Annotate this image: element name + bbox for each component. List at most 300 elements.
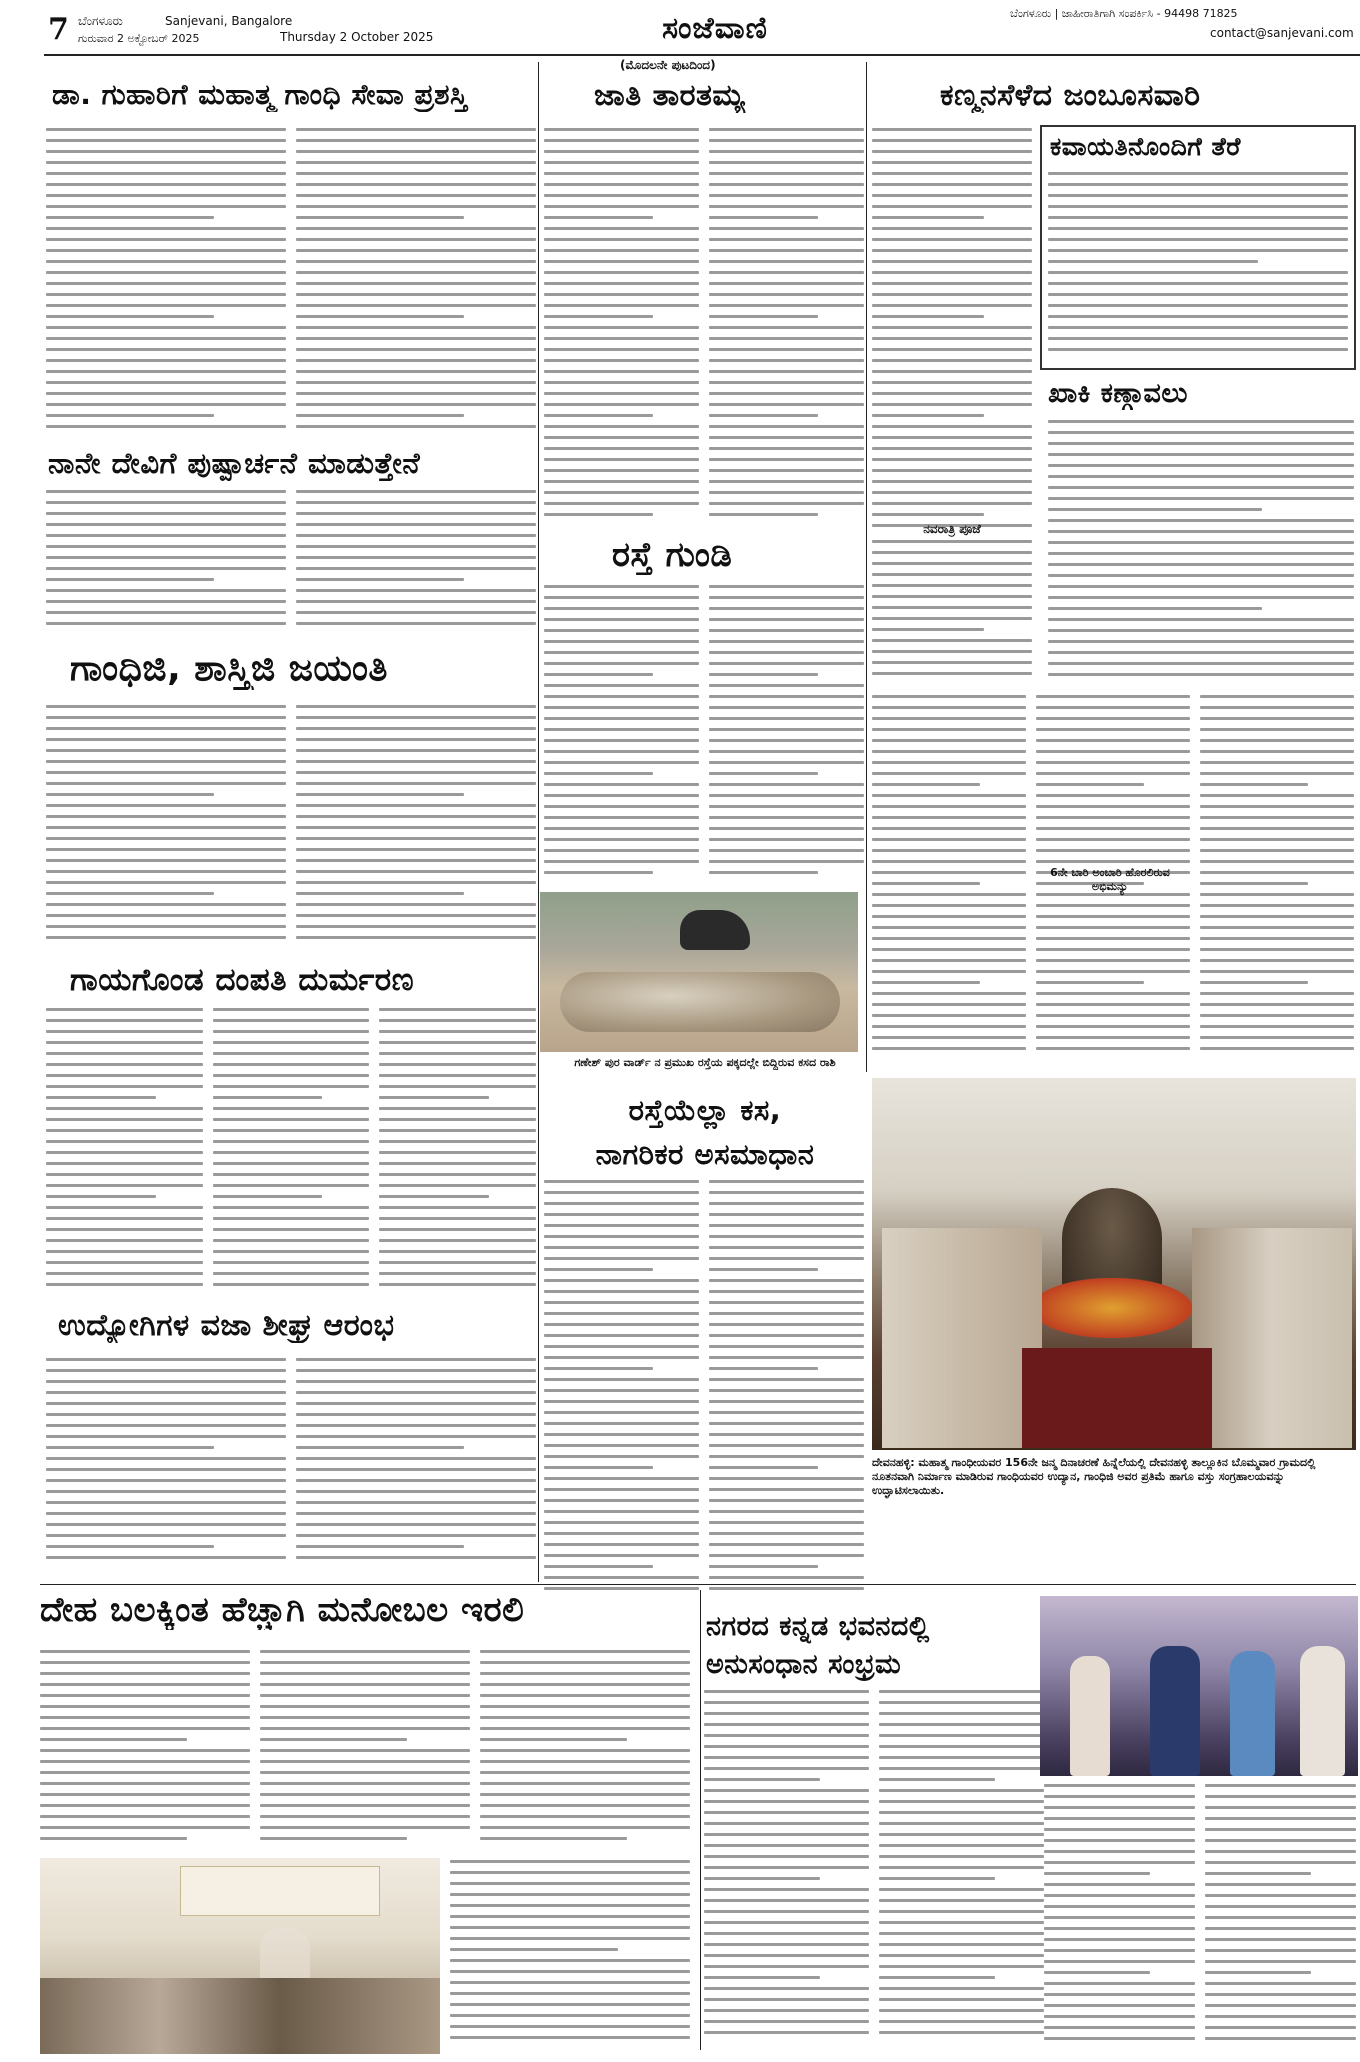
text-line bbox=[704, 2020, 869, 2023]
text-line bbox=[1200, 750, 1354, 753]
text-line bbox=[704, 1789, 869, 1792]
text-line bbox=[544, 1257, 699, 1260]
text-line bbox=[1044, 2004, 1195, 2007]
text-line bbox=[450, 2025, 690, 2028]
subhead-police: 6ನೇ ಬಾರಿ ಅಂಬಾರಿ ಹೊರಲಿರುವ ಅಭಿಮನ್ಯು bbox=[1050, 866, 1170, 893]
text-line bbox=[46, 848, 286, 851]
text-line bbox=[46, 1283, 203, 1286]
text-line bbox=[1044, 1795, 1195, 1798]
text-line bbox=[1200, 1025, 1354, 1028]
text-line bbox=[872, 805, 1026, 808]
text-line bbox=[872, 271, 1032, 274]
text-line bbox=[1200, 1036, 1354, 1039]
text-line bbox=[709, 1246, 864, 1249]
text-line bbox=[296, 381, 536, 384]
text-line bbox=[709, 227, 864, 230]
text-line bbox=[709, 1257, 864, 1260]
text-line bbox=[709, 1389, 864, 1392]
text-line bbox=[296, 414, 464, 417]
text-line bbox=[709, 1268, 818, 1271]
text-line bbox=[1200, 838, 1354, 841]
text-line bbox=[872, 926, 1026, 929]
text-line bbox=[296, 859, 536, 862]
text-line bbox=[544, 304, 699, 307]
text-line bbox=[544, 1477, 699, 1480]
text-line bbox=[296, 172, 536, 175]
text-line bbox=[872, 706, 1026, 709]
text-line bbox=[872, 1003, 1026, 1006]
text-line bbox=[1036, 937, 1190, 940]
text-line bbox=[1205, 1883, 1356, 1886]
text-line bbox=[872, 540, 1032, 543]
text-line bbox=[879, 1954, 1044, 1957]
text-line bbox=[40, 1650, 250, 1653]
text-line bbox=[709, 271, 864, 274]
text-line bbox=[213, 1173, 370, 1176]
text-line bbox=[544, 172, 699, 175]
text-line bbox=[46, 600, 286, 603]
text-line bbox=[1048, 541, 1354, 544]
text-line bbox=[1048, 497, 1354, 500]
text-line bbox=[1205, 2037, 1356, 2040]
text-line bbox=[450, 1992, 690, 1995]
masthead-city: ಬೆಂಗಳೂರು bbox=[78, 14, 123, 28]
text-line bbox=[46, 534, 286, 537]
text-line bbox=[872, 161, 1032, 164]
text-line bbox=[1044, 1971, 1150, 1974]
text-line bbox=[544, 794, 699, 797]
text-line bbox=[544, 282, 699, 285]
text-line bbox=[709, 161, 864, 164]
row-rule-bottom bbox=[40, 1584, 1356, 1585]
text-line bbox=[544, 1312, 699, 1315]
text-line bbox=[1048, 293, 1348, 296]
text-line bbox=[709, 128, 864, 131]
text-line bbox=[709, 491, 864, 494]
text-line bbox=[46, 1556, 286, 1559]
text-line bbox=[40, 1716, 250, 1719]
text-line bbox=[1048, 629, 1354, 632]
text-line bbox=[40, 1705, 250, 1708]
text-line bbox=[1048, 260, 1258, 263]
text-line bbox=[872, 761, 1026, 764]
text-line bbox=[709, 1587, 864, 1590]
text-line bbox=[709, 662, 864, 665]
text-line bbox=[296, 567, 536, 570]
text-line bbox=[704, 1932, 869, 1935]
article-deha-body-side bbox=[450, 1860, 690, 2050]
text-line bbox=[1048, 348, 1348, 351]
text-line bbox=[46, 815, 286, 818]
text-line bbox=[1048, 249, 1348, 252]
text-line bbox=[704, 1899, 869, 1902]
text-line bbox=[709, 436, 864, 439]
text-line bbox=[40, 1683, 250, 1686]
text-line bbox=[872, 370, 1032, 373]
text-line bbox=[480, 1837, 627, 1840]
text-line bbox=[480, 1650, 690, 1653]
text-line bbox=[379, 1261, 536, 1264]
text-line bbox=[213, 1228, 370, 1231]
text-line bbox=[480, 1782, 690, 1785]
headline-udyogigala: ಉದ್ಯೋಗಿಗಳ ವಜಾ ಶೀಘ್ರ ಆರಂಭ bbox=[58, 1308, 395, 1343]
text-line bbox=[1205, 1938, 1356, 1941]
text-line bbox=[46, 859, 286, 862]
article-rasteyella-body bbox=[544, 1180, 864, 1600]
text-line bbox=[709, 447, 864, 450]
text-line bbox=[872, 893, 1026, 896]
text-line bbox=[46, 1217, 203, 1220]
text-line bbox=[709, 293, 864, 296]
text-line bbox=[709, 750, 864, 753]
text-line bbox=[1200, 761, 1354, 764]
text-line bbox=[46, 381, 286, 384]
text-line bbox=[379, 1019, 536, 1022]
text-line bbox=[46, 567, 286, 570]
text-line bbox=[213, 1184, 370, 1187]
text-line bbox=[872, 348, 1032, 351]
text-line bbox=[379, 1030, 536, 1033]
text-line bbox=[260, 1727, 470, 1730]
text-line bbox=[46, 1118, 203, 1121]
text-line bbox=[1048, 618, 1354, 621]
text-line bbox=[296, 293, 536, 296]
garbage-caption: ಗಣೇಶ್ ಪುರ ವಾರ್ಡ್ ನ ಪ್ರಮುಖ ರಸ್ತೆಯ ಪಕ್ಕದಲ್ಲೇ ಬಿದ್ದಿರುವ ಕಸದ ರಾಶಿ bbox=[574, 1056, 836, 1069]
text-line bbox=[544, 183, 699, 186]
text-line bbox=[1205, 1817, 1356, 1820]
text-line bbox=[1044, 1960, 1195, 1963]
text-line bbox=[1048, 508, 1262, 511]
text-line bbox=[1200, 783, 1308, 786]
text-line bbox=[544, 805, 699, 808]
text-line bbox=[1200, 860, 1354, 863]
text-line bbox=[213, 1129, 370, 1132]
text-line bbox=[544, 491, 699, 494]
text-line bbox=[1048, 326, 1348, 329]
text-line bbox=[480, 1826, 690, 1829]
text-line bbox=[260, 1749, 470, 1752]
text-line bbox=[709, 816, 864, 819]
text-line bbox=[704, 1778, 820, 1781]
text-line bbox=[1048, 486, 1354, 489]
text-line bbox=[544, 684, 699, 687]
text-line bbox=[450, 1871, 690, 1874]
text-line bbox=[1200, 794, 1354, 797]
text-line bbox=[544, 1389, 699, 1392]
text-line bbox=[872, 315, 984, 318]
text-line bbox=[872, 1025, 1026, 1028]
garbage-photo bbox=[540, 892, 858, 1052]
text-line bbox=[1044, 1905, 1195, 1908]
felicitation-photo bbox=[1040, 1596, 1358, 1776]
text-line bbox=[480, 1694, 690, 1697]
text-line bbox=[1044, 1828, 1195, 1831]
text-line bbox=[1036, 750, 1190, 753]
text-line bbox=[1200, 728, 1354, 731]
person-2 bbox=[1150, 1646, 1200, 1776]
text-line bbox=[872, 326, 1032, 329]
text-line bbox=[704, 1866, 869, 1869]
text-line bbox=[872, 491, 1032, 494]
text-line bbox=[46, 425, 286, 428]
text-line bbox=[544, 1411, 699, 1414]
text-line bbox=[296, 304, 536, 307]
text-line bbox=[544, 1301, 699, 1304]
text-line bbox=[872, 304, 1032, 307]
text-line bbox=[872, 661, 1032, 664]
text-line bbox=[296, 512, 536, 515]
text-line bbox=[46, 249, 286, 252]
text-line bbox=[1200, 959, 1354, 962]
text-line bbox=[450, 1948, 618, 1951]
text-line bbox=[709, 651, 864, 654]
text-line bbox=[213, 1162, 370, 1165]
text-line bbox=[872, 359, 1032, 362]
text-line bbox=[46, 903, 286, 906]
text-line bbox=[46, 1173, 203, 1176]
continuation-note: (ಮೊದಲನೇ ಪುಟದಿಂದ) bbox=[620, 58, 716, 72]
text-line bbox=[709, 1213, 864, 1216]
text-line bbox=[709, 1224, 864, 1227]
text-line bbox=[709, 359, 864, 362]
text-line bbox=[872, 282, 1032, 285]
text-line bbox=[296, 870, 536, 873]
text-line bbox=[709, 425, 864, 428]
text-line bbox=[296, 1556, 536, 1559]
text-line bbox=[544, 1433, 699, 1436]
text-line bbox=[260, 1771, 470, 1774]
text-line bbox=[709, 684, 864, 687]
text-line bbox=[296, 425, 536, 428]
text-line bbox=[213, 1151, 370, 1154]
text-line bbox=[544, 447, 699, 450]
text-line bbox=[872, 617, 1032, 620]
text-line bbox=[1048, 453, 1354, 456]
text-line bbox=[46, 1030, 203, 1033]
text-line bbox=[46, 870, 286, 873]
text-line bbox=[709, 1345, 864, 1348]
col-rule-3 bbox=[700, 1590, 701, 2050]
text-line bbox=[1048, 662, 1354, 665]
text-line bbox=[296, 1490, 536, 1493]
text-line bbox=[1044, 2026, 1195, 2029]
text-line bbox=[46, 1358, 286, 1361]
garbage-pile bbox=[560, 972, 840, 1032]
text-line bbox=[544, 1279, 699, 1282]
text-line bbox=[1036, 915, 1190, 918]
text-line bbox=[213, 1217, 370, 1220]
text-line bbox=[1036, 772, 1190, 775]
text-line bbox=[1205, 2026, 1356, 2029]
text-line bbox=[544, 1367, 653, 1370]
headline-gandhiji: ಗಾಂಧಿಜಿ, ಶಾಸ್ತ್ರಿಜಿ ಜಯಂತಿ bbox=[70, 648, 388, 689]
text-line bbox=[46, 782, 286, 785]
text-line bbox=[879, 1734, 1044, 1737]
text-line bbox=[1205, 1861, 1356, 1864]
text-line bbox=[296, 848, 536, 851]
text-line bbox=[709, 1378, 864, 1381]
text-line bbox=[709, 150, 864, 153]
text-line bbox=[1200, 992, 1354, 995]
text-line bbox=[544, 1532, 699, 1535]
text-line bbox=[46, 315, 214, 318]
text-line bbox=[709, 1411, 864, 1414]
text-line bbox=[1048, 640, 1354, 643]
text-line bbox=[296, 205, 536, 208]
text-line bbox=[296, 1523, 536, 1526]
text-line bbox=[46, 1184, 203, 1187]
text-line bbox=[709, 596, 864, 599]
text-line bbox=[709, 348, 864, 351]
text-line bbox=[704, 1844, 869, 1847]
text-line bbox=[296, 326, 536, 329]
text-line bbox=[872, 606, 1032, 609]
text-line bbox=[379, 1184, 536, 1187]
text-line bbox=[1036, 706, 1190, 709]
text-line bbox=[879, 1811, 1044, 1814]
text-line bbox=[709, 838, 864, 841]
headline-deha: ದೇಹ ಬಲಕ್ಕಿಂತ ಹೆಚ್ಚಾಗಿ ಮನೋಬಲ ಇರಲಿ bbox=[40, 1590, 525, 1630]
text-line bbox=[379, 1206, 536, 1209]
text-line bbox=[1036, 948, 1190, 951]
text-line bbox=[709, 805, 864, 808]
text-line bbox=[1200, 1047, 1354, 1050]
text-line bbox=[213, 1008, 370, 1011]
text-line bbox=[1200, 739, 1354, 742]
text-line bbox=[544, 761, 699, 764]
text-line bbox=[296, 760, 536, 763]
text-line bbox=[879, 1712, 1044, 1715]
text-line bbox=[1036, 1047, 1190, 1050]
text-line bbox=[1205, 1872, 1311, 1875]
text-line bbox=[1200, 937, 1354, 940]
text-line bbox=[296, 936, 536, 939]
text-line bbox=[213, 1118, 370, 1121]
text-line bbox=[872, 502, 1032, 505]
text-line bbox=[544, 1246, 699, 1249]
text-line bbox=[1205, 1894, 1356, 1897]
text-line bbox=[260, 1716, 470, 1719]
text-line bbox=[879, 1965, 1044, 1968]
text-line bbox=[46, 837, 286, 840]
col-rule-1 bbox=[538, 62, 539, 1582]
text-line bbox=[296, 1501, 536, 1504]
text-line bbox=[260, 1793, 470, 1796]
text-line bbox=[544, 662, 699, 665]
text-line bbox=[40, 1738, 187, 1741]
text-line bbox=[379, 1107, 536, 1110]
crowd-right bbox=[1192, 1228, 1352, 1448]
text-line bbox=[40, 1793, 250, 1796]
text-line bbox=[709, 1532, 864, 1535]
text-line bbox=[260, 1705, 470, 1708]
text-line bbox=[709, 139, 864, 142]
text-line bbox=[213, 1239, 370, 1242]
text-line bbox=[709, 1356, 864, 1359]
person-1 bbox=[1070, 1656, 1110, 1776]
text-line bbox=[296, 903, 536, 906]
text-line bbox=[1036, 904, 1190, 907]
text-line bbox=[1205, 1905, 1356, 1908]
text-line bbox=[709, 249, 864, 252]
text-line bbox=[872, 959, 1026, 962]
text-line bbox=[46, 826, 286, 829]
text-line bbox=[296, 705, 536, 708]
text-line bbox=[879, 1723, 1044, 1726]
text-line bbox=[544, 414, 653, 417]
text-line bbox=[260, 1826, 470, 1829]
text-line bbox=[450, 1893, 690, 1896]
text-line bbox=[704, 1800, 869, 1803]
text-line bbox=[872, 639, 1032, 642]
text-line bbox=[296, 556, 536, 559]
page-number: 7 bbox=[48, 12, 69, 47]
text-line bbox=[544, 607, 699, 610]
text-line bbox=[544, 772, 653, 775]
text-line bbox=[46, 1162, 203, 1165]
text-line bbox=[544, 425, 699, 428]
article-gayagonda-body bbox=[46, 1008, 536, 1298]
text-line bbox=[1200, 805, 1354, 808]
text-line bbox=[46, 1479, 286, 1482]
text-line bbox=[872, 882, 980, 885]
text-line bbox=[709, 761, 864, 764]
text-line bbox=[872, 772, 1026, 775]
text-line bbox=[544, 128, 699, 131]
text-line bbox=[879, 1976, 995, 1979]
text-line bbox=[296, 139, 536, 142]
text-line bbox=[704, 1943, 869, 1946]
article-khaki-body bbox=[1048, 420, 1354, 690]
text-line bbox=[1036, 794, 1190, 797]
text-line bbox=[544, 695, 699, 698]
text-line bbox=[1036, 739, 1190, 742]
article-jamboo-body-mid bbox=[872, 540, 1032, 690]
text-line bbox=[46, 1413, 286, 1416]
text-line bbox=[879, 1943, 1044, 1946]
text-line bbox=[1036, 728, 1190, 731]
text-line bbox=[379, 1085, 536, 1088]
text-line bbox=[296, 359, 536, 362]
text-line bbox=[296, 1413, 536, 1416]
text-line bbox=[46, 925, 286, 928]
text-line bbox=[1048, 183, 1348, 186]
text-line bbox=[260, 1760, 470, 1763]
text-line bbox=[709, 183, 864, 186]
text-line bbox=[544, 139, 699, 142]
text-line bbox=[1044, 2037, 1195, 2040]
text-line bbox=[1200, 926, 1354, 929]
headline-guharige: ಡಾ. ಗುಹಾರಿಗೆ ಮಹಾತ್ಮ ಗಾಂಧಿ ಸೇವಾ ಪ್ರಶಸ್ತಿ bbox=[52, 78, 468, 111]
text-line bbox=[872, 794, 1026, 797]
text-line bbox=[872, 981, 980, 984]
text-line bbox=[296, 490, 536, 493]
text-line bbox=[46, 760, 286, 763]
text-line bbox=[450, 2036, 690, 2039]
text-line bbox=[296, 183, 536, 186]
text-line bbox=[879, 1987, 1044, 1990]
text-line bbox=[296, 1479, 536, 1482]
text-line bbox=[213, 1140, 370, 1143]
text-line bbox=[544, 392, 699, 395]
text-line bbox=[46, 1228, 203, 1231]
text-line bbox=[40, 1760, 250, 1763]
text-line bbox=[46, 161, 286, 164]
pedestal bbox=[1022, 1348, 1212, 1448]
text-line bbox=[544, 513, 653, 516]
text-line bbox=[544, 370, 699, 373]
text-line bbox=[704, 1701, 869, 1704]
